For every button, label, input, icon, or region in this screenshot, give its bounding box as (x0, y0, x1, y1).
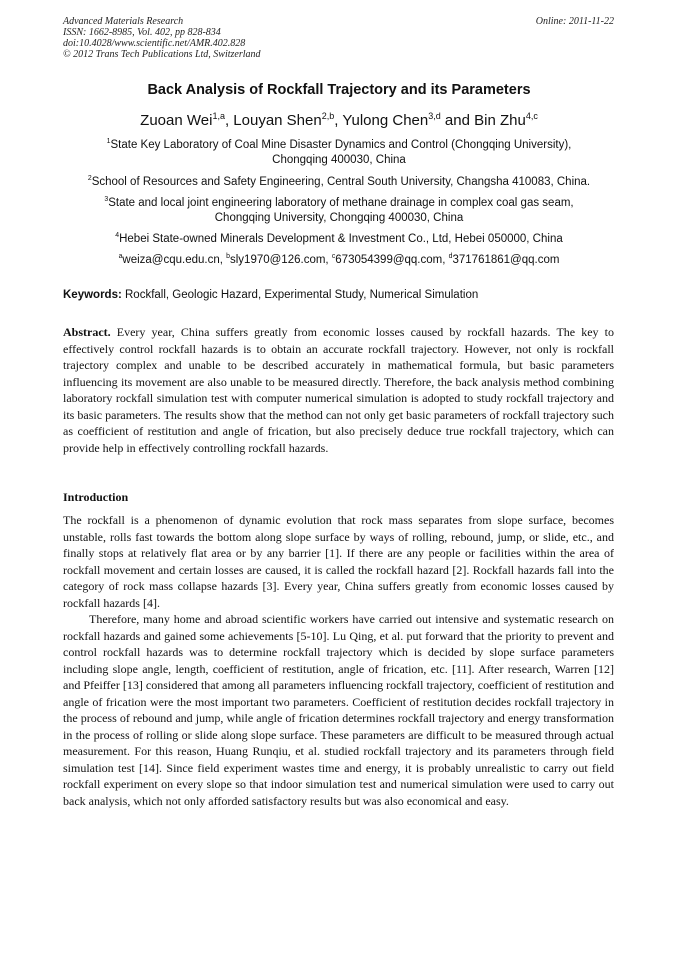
email-address[interactable]: 371761861@qq.com (452, 254, 560, 266)
journal-header (63, 16, 261, 60)
issn-line: ISSN: 1662-8985, Vol. 402, pp 828-834 (63, 27, 221, 38)
author-list (0, 112, 678, 129)
author-name: Zuoan Wei (140, 112, 213, 129)
affiliation-line: Chongqing University, Chongqing 400030, China (214, 212, 464, 224)
introduction-paragraph-1: The rockfall is a phenomenon of dynamic evolution that rock mass separates from slope surface, becomes unstable, rolls fast towards the bottom along slope surface by ways of rolling, rebound, jump, or slide, etc., and finally stops at relatively flat area or by any barrier [1]. If there are any people or facilities within the area of rockfall movement and certain losses are caused, it is called the rockfall hazard [2]. Rockfall hazards fall into the category of rock mass collapse hazards [3]. Every year, China suffers greatly from economic losses caused by rockfall hazards [4]. (63, 513, 614, 610)
abstract-label: Abstract. (63, 325, 111, 339)
introduction-paragraph-2: Therefore, many home and abroad scientific workers have carried out intensive and systematic research on rockfall hazards and gained some achievements [5-10]. Lu Qing, et al. put forward that the priority to prevent and control rockfall hazards was to determine rockfall trajectory which is decided by slope surface parameters including slope angle, length, coefficient of restitution, angle of frication, etc. [11]. After research, Warren [12] and Pfeiffer [13] considered that among all parameters influencing rockfall trajectory, coefficient of restitution and angle of frication were the most important two parameters. Coefficient of restitution decides rockfall trajectory in the process of rebound and jump, while angle of frication determines rockfall trajectory and energy transformation in the process of rolling or slide along slope surface. These parameters are difficult to be measured through actual measurement. For this reason, Huang Runqiu, et al. studied rockfall trajectory and its parameters through field simulation test [14]. Since field experiment wastes time and energy, it is probably unrealistic to carry out field rockfall experiment on every slope so that indoor simulation test and numerical simulation were used to carry out back analysis, which not only afforded satisfactory results but was also economical and easy. (63, 612, 614, 808)
author-affil-sup: 3,d (428, 111, 441, 121)
author-name: Louyan Shen (233, 112, 322, 129)
author-conjunction: and (440, 112, 475, 129)
introduction-heading: Introduction (63, 490, 129, 504)
email-address[interactable]: weiza@cqu.edu.cn, (122, 254, 223, 266)
email-list (58, 253, 620, 268)
email-sup: d (448, 253, 453, 261)
author-separator: , (334, 112, 343, 129)
affiliation-sup: 1 (106, 138, 111, 146)
affiliation-sup: 3 (104, 196, 109, 204)
affiliation-2 (58, 175, 620, 190)
abstract (63, 324, 614, 456)
paper-title: Back Analysis of Rockfall Trajectory and its Parameters (147, 82, 531, 98)
author-name: Yulong Chen (342, 112, 429, 129)
author-affil-sup: 1,a (212, 111, 225, 121)
author-affil-sup: 2,b (321, 111, 335, 121)
affiliation-line: State Key Laboratory of Coal Mine Disaster Dynamics and Control (Chongqing University), (110, 139, 572, 151)
affiliation-line: Chongqing 400030, China (272, 154, 406, 166)
email-address[interactable]: 673054399@qq.com, (335, 254, 446, 266)
email-sup: c (331, 253, 336, 261)
doi-line: doi:10.4028/www.scientific.net/AMR.402.828 (63, 38, 246, 49)
abstract-text: Every year, China suffers greatly from economic losses caused by rockfall hazards. The key to effectively control rockfall hazards is to obtain an accurate rockfall trajectory. However, not only is rockfall trajectory complex and unable to be described accurately in mathematical formula, but basic parameters influencing its movement are also unable to be measured directly. Therefore, the back analysis method combining laboratory rockfall simulation test with computer numerical simulation is adopted to study rockfall trajectory and its basic parameters. The results show that the method can not only get basic parameters of rockfall trajectory such as coefficient of restitution and angle of frication, but also precisely deduce true rockfall trajectory, which can provide help in effectively controlling rockfall hazards. (63, 325, 614, 455)
affiliation-4 (58, 232, 620, 247)
keywords-label: Keywords: (63, 289, 122, 301)
affiliation-sup: 4 (115, 232, 120, 240)
email-sup: b (226, 253, 230, 261)
copyright-line: © 2012 Trans Tech Publications Ltd, Switzerland (63, 49, 261, 60)
email-address[interactable]: sly1970@126.com, (230, 254, 329, 266)
keywords (63, 289, 623, 301)
affiliation-sup: 2 (87, 175, 92, 183)
affiliation-line: Hebei State-owned Minerals Development & Investment Co., Ltd, Hebei 050000, China (119, 233, 563, 245)
journal-name: Advanced Materials Research (63, 16, 184, 27)
affiliation-1 (58, 138, 620, 168)
author-affil-sup: 4,c (525, 111, 538, 121)
author-name: Bin Zhu (474, 112, 526, 129)
online-date: Online: 2011-11-22 (535, 16, 614, 27)
author-separator: , (224, 112, 234, 129)
email-sup: a (118, 253, 123, 261)
keywords-text: Rockfall, Geologic Hazard, Experimental Study, Numerical Simulation (121, 289, 479, 301)
affiliation-line: School of Resources and Safety Engineering, Central South University, Changsha 410083, China. (91, 176, 591, 188)
affiliation-3 (58, 196, 620, 226)
affiliation-line: State and local joint engineering laboratory of methane drainage in complex coal gas seam, (108, 197, 574, 209)
